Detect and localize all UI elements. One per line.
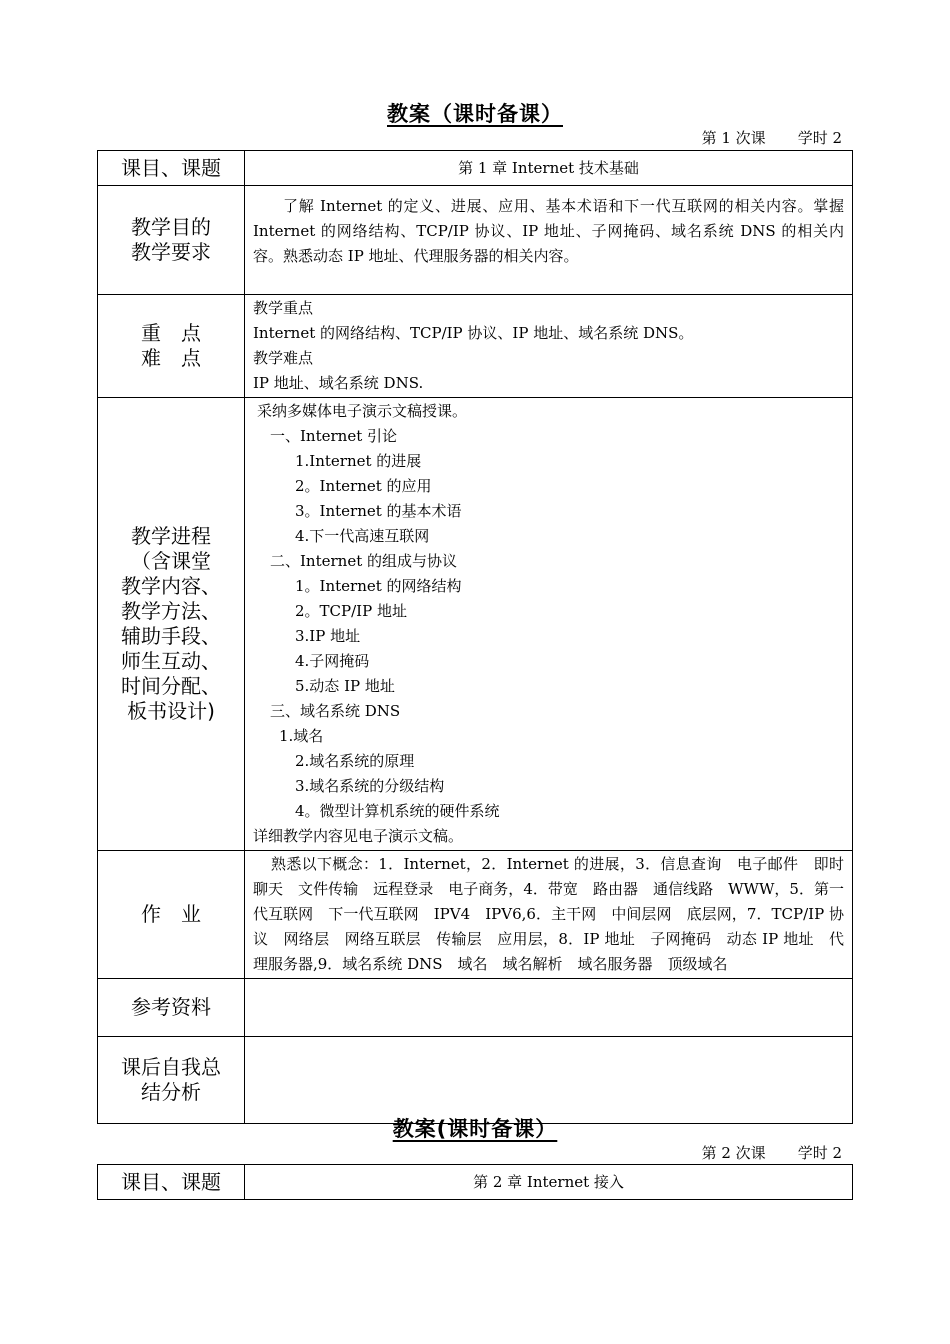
process-section-heading: 三、域名系统 DNS	[270, 702, 401, 720]
process-item: 1。Internet 的网络结构	[295, 577, 462, 595]
class-2-hours: 学时 2	[797, 1144, 842, 1162]
homework-text: 熟悉以下概念：1．Internet，2．Internet 的进展，3．信息查询 电子邮件 即时聊天 文件传输 远程登录 电子商务，4．带宽 路由器 通信线路 WWW，5．第一代互联网 下一代互联网 IPV4 IPV6,6．主干网 中间层网 底层网，7．TCP/IP 协议 网络层 网络互联层 传输层 应用层，8．IP 地址 子网掩码 动态 IP 地址 代理服务器,9．域名系统 DNS 域名 域名解析 域名服务器 顶级域名	[245, 851, 853, 979]
goals-text: 了解 Internet 的定义、进展、应用、基本术语和下一代互联网的相关内容。掌握 Internet 的网络结构、TCP/IP 协议、IP 地址、子网掩码、域名系统 DNS 的相关内容。熟悉动态 IP 地址、代理服务器的相关内容。	[245, 186, 853, 295]
difficulty-text: IP 地址、域名系统 DNS.	[253, 374, 424, 392]
subject-2-row	[98, 1165, 853, 1200]
reference-field	[245, 979, 853, 1037]
subject-row	[98, 151, 853, 186]
process-item: 1.域名	[279, 727, 324, 745]
reference-row	[98, 979, 853, 1037]
process-item: 2.域名系统的原理	[295, 752, 415, 770]
process-item: 4.下一代高速互联网	[295, 527, 430, 545]
focus-row	[98, 295, 853, 398]
lesson-plan-table	[97, 150, 853, 1124]
goals-row	[98, 186, 853, 295]
focus-label: 重 点 难 点	[98, 295, 245, 398]
session-info	[670, 127, 842, 148]
process-section-heading: 二、Internet 的组成与协议	[270, 552, 457, 570]
lesson-plan-title: 教案（课时备课）	[387, 102, 563, 126]
focus-text: Internet 的网络结构、TCP/IP 协议、IP 地址、域名系统 DNS。	[253, 324, 694, 342]
process-row	[98, 398, 853, 851]
reflection-field	[245, 1037, 853, 1124]
subject-label: 课目、课题	[98, 151, 245, 186]
subject-value: 第 1 章 Internet 技术基础	[245, 151, 853, 186]
focus-heading: 教学重点	[253, 299, 314, 317]
goals-label: 教学目的 教学要求	[98, 186, 245, 295]
process-item: 3。Internet 的基本术语	[295, 502, 462, 520]
process-section-heading: 一、Internet 引论	[270, 427, 397, 445]
homework-label: 作 业	[98, 851, 245, 979]
difficulty-heading: 教学难点	[253, 349, 314, 367]
process-item: 3.域名系统的分级结构	[295, 777, 445, 795]
reference-label: 参考资料	[98, 979, 245, 1037]
process-item: 2。Internet 的应用	[295, 477, 432, 495]
process-item: 4。微型计算机系统的硬件系统	[295, 802, 500, 820]
subject-2-label: 课目、课题	[98, 1165, 245, 1200]
process-content	[245, 398, 853, 851]
process-item: 2。TCP/IP 地址	[295, 602, 407, 620]
process-footer: 详细教学内容见电子演示文稿。	[253, 827, 464, 845]
session-2-number: 第 2 次课	[701, 1144, 766, 1162]
session-number: 第 1 次课	[701, 129, 766, 147]
process-item: 1.Internet 的进展	[295, 452, 422, 470]
process-item: 5.动态 IP 地址	[295, 677, 395, 695]
lesson-plan-2-title: 教案(课时备课）	[392, 1117, 558, 1141]
session-2-info	[670, 1142, 842, 1163]
class-hours: 学时 2	[797, 129, 842, 147]
reflection-row	[98, 1037, 853, 1124]
process-item: 4.子网掩码	[295, 652, 370, 670]
process-item: 3.IP 地址	[295, 627, 361, 645]
focus-content	[245, 295, 853, 398]
process-intro: 采纳多媒体电子演示文稿授课。	[257, 402, 468, 420]
homework-row	[98, 851, 853, 979]
process-label: 教学进程 （含课堂 教学内容、 教学方法、 辅助手段、 师生互动、 时间分配、 板书设计)	[98, 398, 245, 851]
lesson-plan-2-table	[97, 1164, 853, 1200]
subject-2-value: 第 2 章 Internet 接入	[245, 1165, 853, 1200]
reflection-label: 课后自我总 结分析	[98, 1037, 245, 1124]
